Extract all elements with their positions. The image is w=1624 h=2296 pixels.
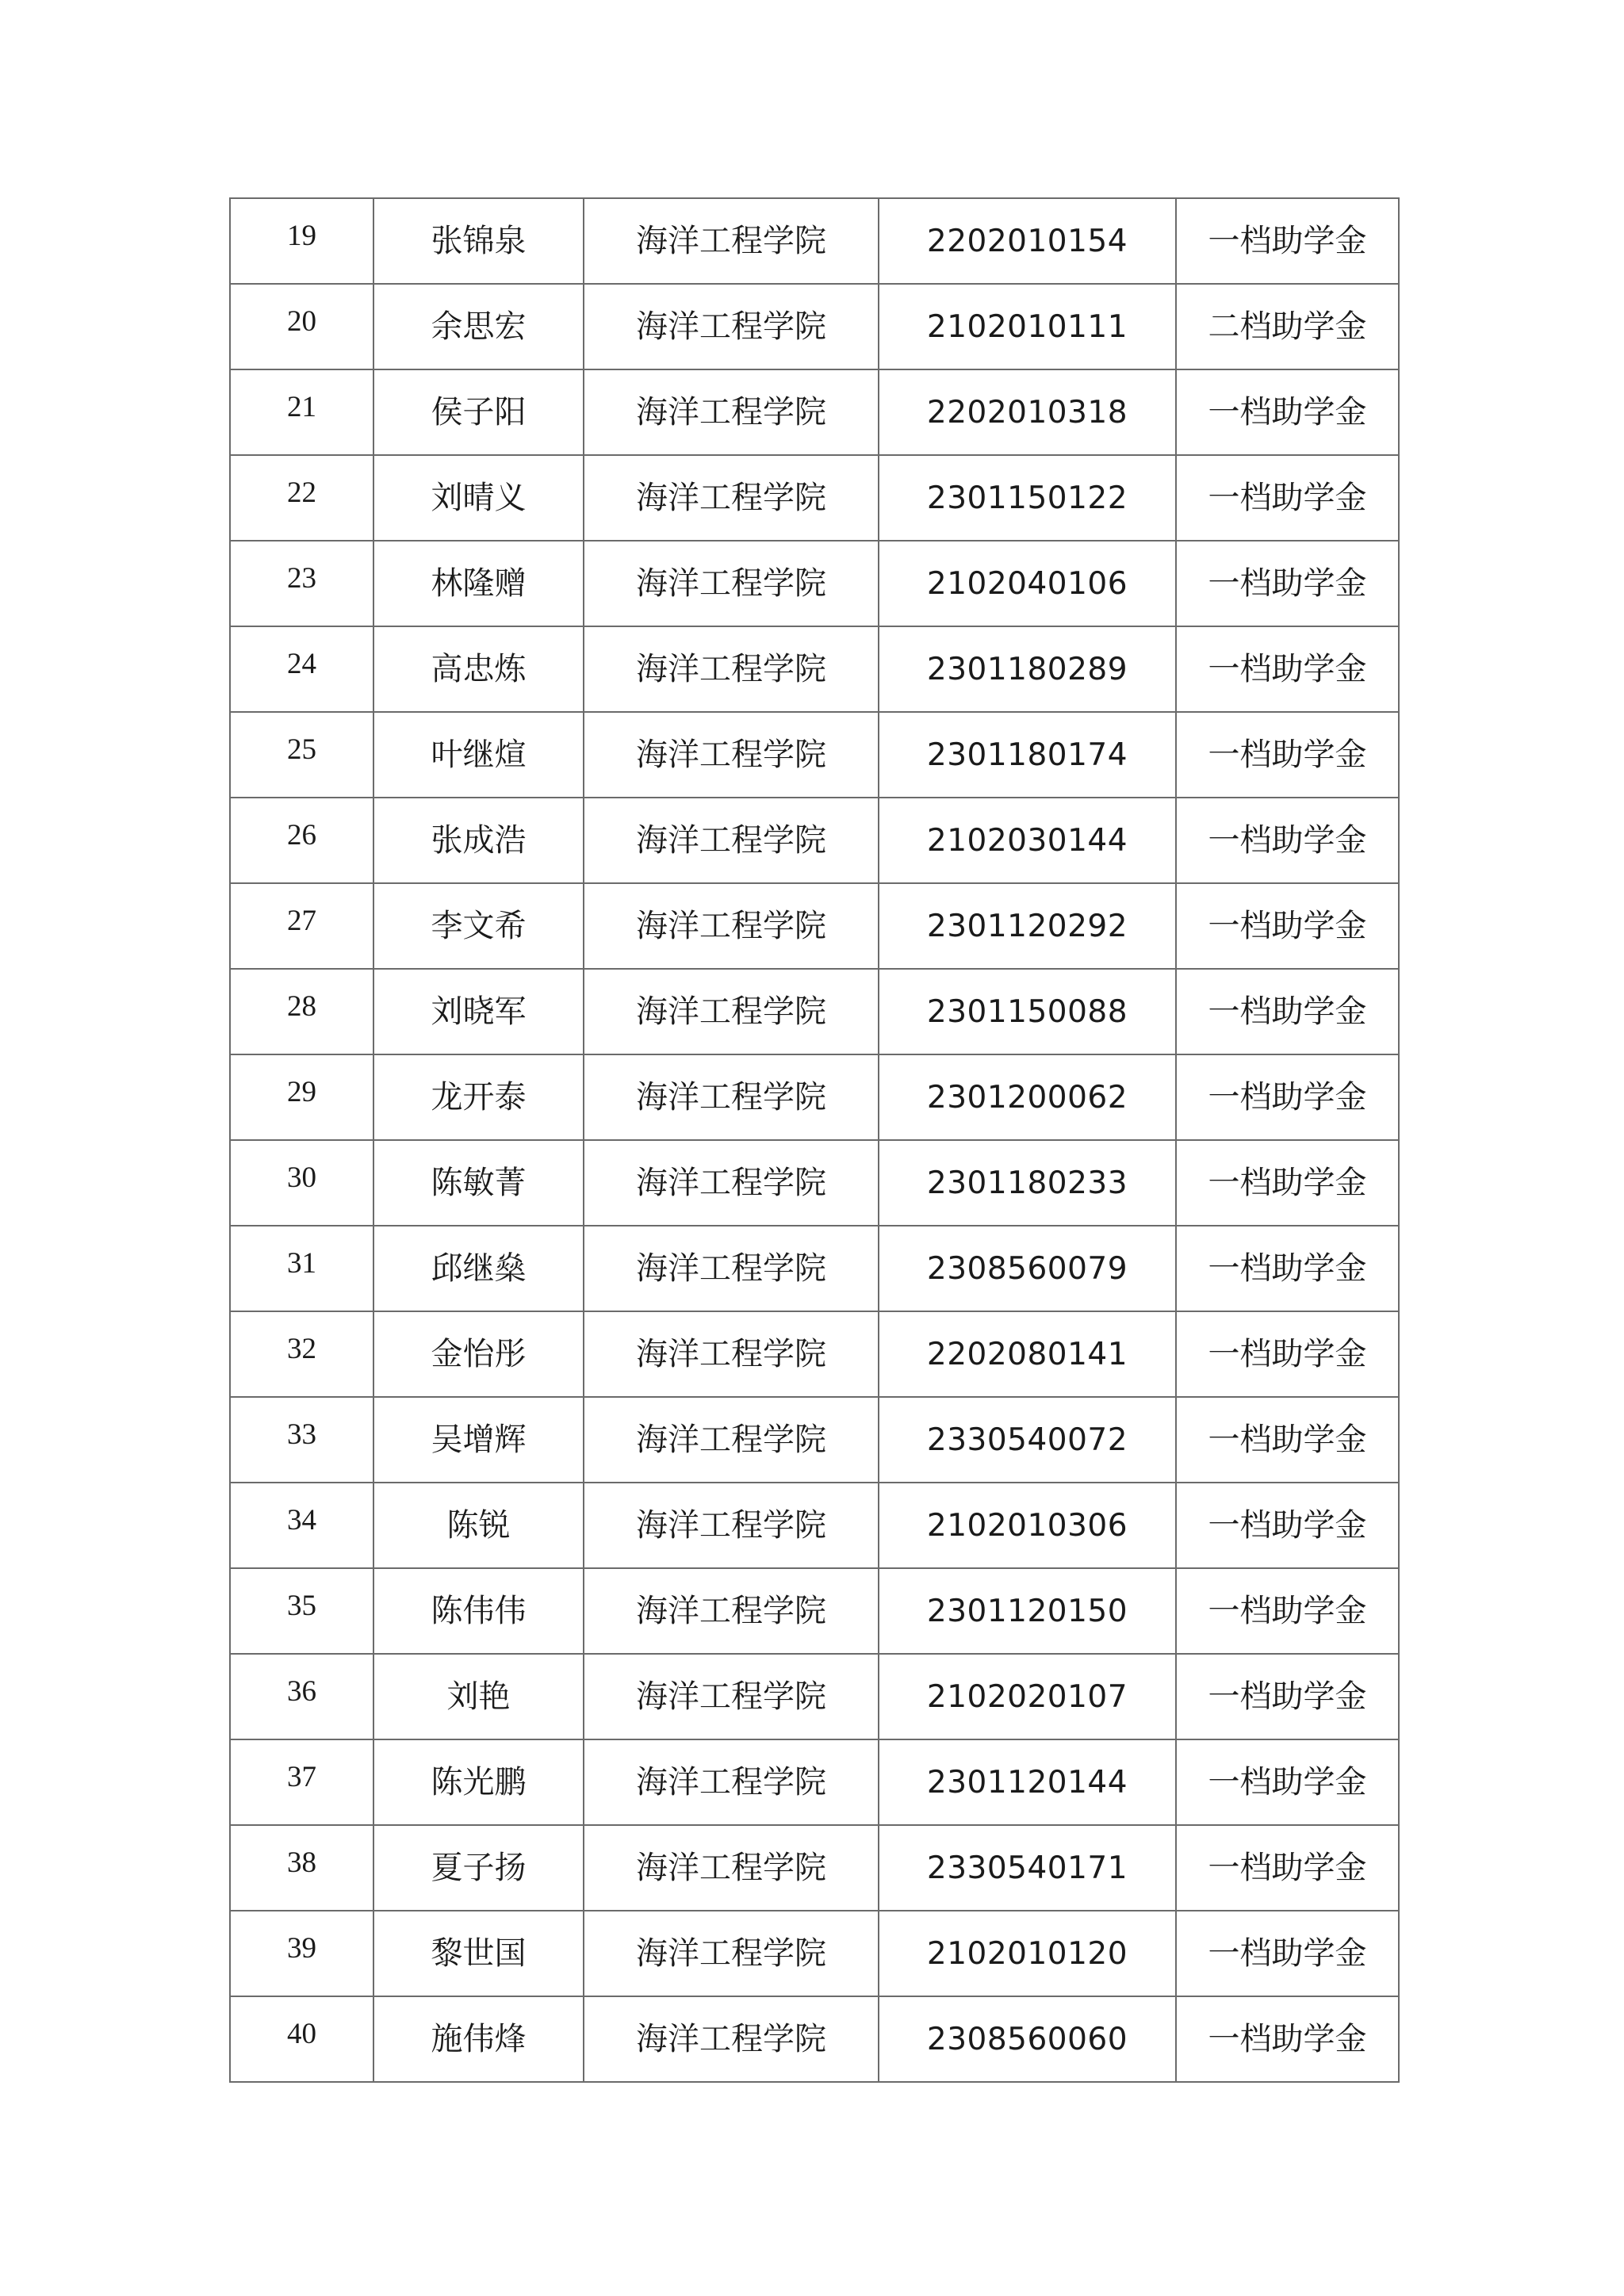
grant-level-cell: 一档助学金 <box>1176 969 1399 1054</box>
student-id-cell: 2102010306 <box>879 1483 1176 1568</box>
row-number-cell: 22 <box>230 455 373 541</box>
student-id-cell: 2102020107 <box>879 1654 1176 1739</box>
row-number-cell: 26 <box>230 798 373 883</box>
college-cell: 海洋工程学院 <box>584 541 879 626</box>
grant-level-cell: 一档助学金 <box>1176 712 1399 798</box>
table-row <box>230 626 1399 712</box>
student-name-cell: 施伟烽 <box>373 1996 584 2082</box>
table-row <box>230 883 1399 969</box>
grant-level-cell: 一档助学金 <box>1176 455 1399 541</box>
grant-level-cell: 一档助学金 <box>1176 626 1399 712</box>
grant-level-cell: 一档助学金 <box>1176 1483 1399 1568</box>
table-row <box>230 1739 1399 1825</box>
student-name-cell: 林隆赠 <box>373 541 584 626</box>
table-row <box>230 455 1399 541</box>
grant-level-cell: 一档助学金 <box>1176 1140 1399 1226</box>
student-id-cell: 2202010154 <box>879 198 1176 284</box>
table-row <box>230 198 1399 284</box>
student-name-cell: 刘艳 <box>373 1654 584 1739</box>
grant-level-cell: 一档助学金 <box>1176 541 1399 626</box>
table-row <box>230 284 1399 369</box>
student-id-cell: 2301150122 <box>879 455 1176 541</box>
student-id-cell: 2301120150 <box>879 1568 1176 1654</box>
row-number-cell: 40 <box>230 1996 373 2082</box>
row-number-cell: 19 <box>230 198 373 284</box>
grant-level-cell: 一档助学金 <box>1176 798 1399 883</box>
row-number-cell: 30 <box>230 1140 373 1226</box>
college-cell: 海洋工程学院 <box>584 1054 879 1140</box>
grant-level-cell: 一档助学金 <box>1176 883 1399 969</box>
student-name-cell: 陈锐 <box>373 1483 584 1568</box>
table-body <box>230 198 1399 2082</box>
student-name-cell: 刘晓军 <box>373 969 584 1054</box>
scholarship-table <box>229 197 1400 2083</box>
table-row <box>230 1996 1399 2082</box>
table-row <box>230 1825 1399 1911</box>
grant-level-cell: 一档助学金 <box>1176 1568 1399 1654</box>
student-name-cell: 金怡彤 <box>373 1311 584 1397</box>
student-id-cell: 2330540171 <box>879 1825 1176 1911</box>
student-name-cell: 高忠炼 <box>373 626 584 712</box>
row-number-cell: 31 <box>230 1226 373 1311</box>
college-cell: 海洋工程学院 <box>584 883 879 969</box>
college-cell: 海洋工程学院 <box>584 198 879 284</box>
student-name-cell: 夏子扬 <box>373 1825 584 1911</box>
student-name-cell: 刘晴义 <box>373 455 584 541</box>
college-cell: 海洋工程学院 <box>584 284 879 369</box>
student-id-cell: 2301150088 <box>879 969 1176 1054</box>
row-number-cell: 39 <box>230 1911 373 1996</box>
row-number-cell: 23 <box>230 541 373 626</box>
row-number-cell: 34 <box>230 1483 373 1568</box>
row-number-cell: 29 <box>230 1054 373 1140</box>
grant-level-cell: 一档助学金 <box>1176 1996 1399 2082</box>
row-number-cell: 27 <box>230 883 373 969</box>
student-id-cell: 2301180233 <box>879 1140 1176 1226</box>
table-row <box>230 1483 1399 1568</box>
student-id-cell: 2308560060 <box>879 1996 1176 2082</box>
student-id-cell: 2102040106 <box>879 541 1176 626</box>
grant-level-cell: 一档助学金 <box>1176 198 1399 284</box>
table-row <box>230 369 1399 455</box>
row-number-cell: 25 <box>230 712 373 798</box>
student-name-cell: 吴增辉 <box>373 1397 584 1483</box>
college-cell: 海洋工程学院 <box>584 1483 879 1568</box>
grant-level-cell: 一档助学金 <box>1176 1311 1399 1397</box>
student-id-cell: 2102010120 <box>879 1911 1176 1996</box>
college-cell: 海洋工程学院 <box>584 1654 879 1739</box>
college-cell: 海洋工程学院 <box>584 1140 879 1226</box>
table-row <box>230 1226 1399 1311</box>
student-name-cell: 黎世国 <box>373 1911 584 1996</box>
student-name-cell: 陈伟伟 <box>373 1568 584 1654</box>
student-name-cell: 李文希 <box>373 883 584 969</box>
student-id-cell: 2102030144 <box>879 798 1176 883</box>
grant-level-cell: 一档助学金 <box>1176 1739 1399 1825</box>
student-id-cell: 2301120144 <box>879 1739 1176 1825</box>
student-id-cell: 2301180174 <box>879 712 1176 798</box>
student-id-cell: 2202010318 <box>879 369 1176 455</box>
row-number-cell: 37 <box>230 1739 373 1825</box>
table-row <box>230 1654 1399 1739</box>
grant-level-cell: 一档助学金 <box>1176 1825 1399 1911</box>
table-row <box>230 969 1399 1054</box>
student-name-cell: 龙开泰 <box>373 1054 584 1140</box>
row-number-cell: 21 <box>230 369 373 455</box>
grant-level-cell: 一档助学金 <box>1176 1054 1399 1140</box>
table-row <box>230 1054 1399 1140</box>
college-cell: 海洋工程学院 <box>584 1397 879 1483</box>
college-cell: 海洋工程学院 <box>584 969 879 1054</box>
table-row <box>230 798 1399 883</box>
row-number-cell: 28 <box>230 969 373 1054</box>
table-row <box>230 712 1399 798</box>
row-number-cell: 38 <box>230 1825 373 1911</box>
college-cell: 海洋工程学院 <box>584 1996 879 2082</box>
row-number-cell: 36 <box>230 1654 373 1739</box>
grant-level-cell: 一档助学金 <box>1176 1397 1399 1483</box>
college-cell: 海洋工程学院 <box>584 369 879 455</box>
row-number-cell: 24 <box>230 626 373 712</box>
college-cell: 海洋工程学院 <box>584 455 879 541</box>
student-name-cell: 余思宏 <box>373 284 584 369</box>
row-number-cell: 32 <box>230 1311 373 1397</box>
student-id-cell: 2301180289 <box>879 626 1176 712</box>
row-number-cell: 20 <box>230 284 373 369</box>
college-cell: 海洋工程学院 <box>584 1311 879 1397</box>
table-row <box>230 1140 1399 1226</box>
college-cell: 海洋工程学院 <box>584 626 879 712</box>
grant-level-cell: 二档助学金 <box>1176 284 1399 369</box>
college-cell: 海洋工程学院 <box>584 1739 879 1825</box>
row-number-cell: 35 <box>230 1568 373 1654</box>
student-name-cell: 陈敏菁 <box>373 1140 584 1226</box>
table-row <box>230 1911 1399 1996</box>
student-name-cell: 侯子阳 <box>373 369 584 455</box>
student-name-cell: 叶继煊 <box>373 712 584 798</box>
grant-level-cell: 一档助学金 <box>1176 1654 1399 1739</box>
college-cell: 海洋工程学院 <box>584 798 879 883</box>
college-cell: 海洋工程学院 <box>584 712 879 798</box>
table-row <box>230 1311 1399 1397</box>
student-name-cell: 张成浩 <box>373 798 584 883</box>
student-id-cell: 2102010111 <box>879 284 1176 369</box>
grant-level-cell: 一档助学金 <box>1176 1226 1399 1311</box>
college-cell: 海洋工程学院 <box>584 1911 879 1996</box>
college-cell: 海洋工程学院 <box>584 1825 879 1911</box>
table-row <box>230 1568 1399 1654</box>
student-id-cell: 2301200062 <box>879 1054 1176 1140</box>
table-row <box>230 541 1399 626</box>
grant-level-cell: 一档助学金 <box>1176 1911 1399 1996</box>
student-id-cell: 2202080141 <box>879 1311 1176 1397</box>
student-id-cell: 2308560079 <box>879 1226 1176 1311</box>
student-id-cell: 2330540072 <box>879 1397 1176 1483</box>
table-row <box>230 1397 1399 1483</box>
grant-level-cell: 一档助学金 <box>1176 369 1399 455</box>
student-name-cell: 邱继燊 <box>373 1226 584 1311</box>
student-id-cell: 2301120292 <box>879 883 1176 969</box>
college-cell: 海洋工程学院 <box>584 1568 879 1654</box>
college-cell: 海洋工程学院 <box>584 1226 879 1311</box>
student-name-cell: 张锦泉 <box>373 198 584 284</box>
row-number-cell: 33 <box>230 1397 373 1483</box>
student-name-cell: 陈光鹏 <box>373 1739 584 1825</box>
